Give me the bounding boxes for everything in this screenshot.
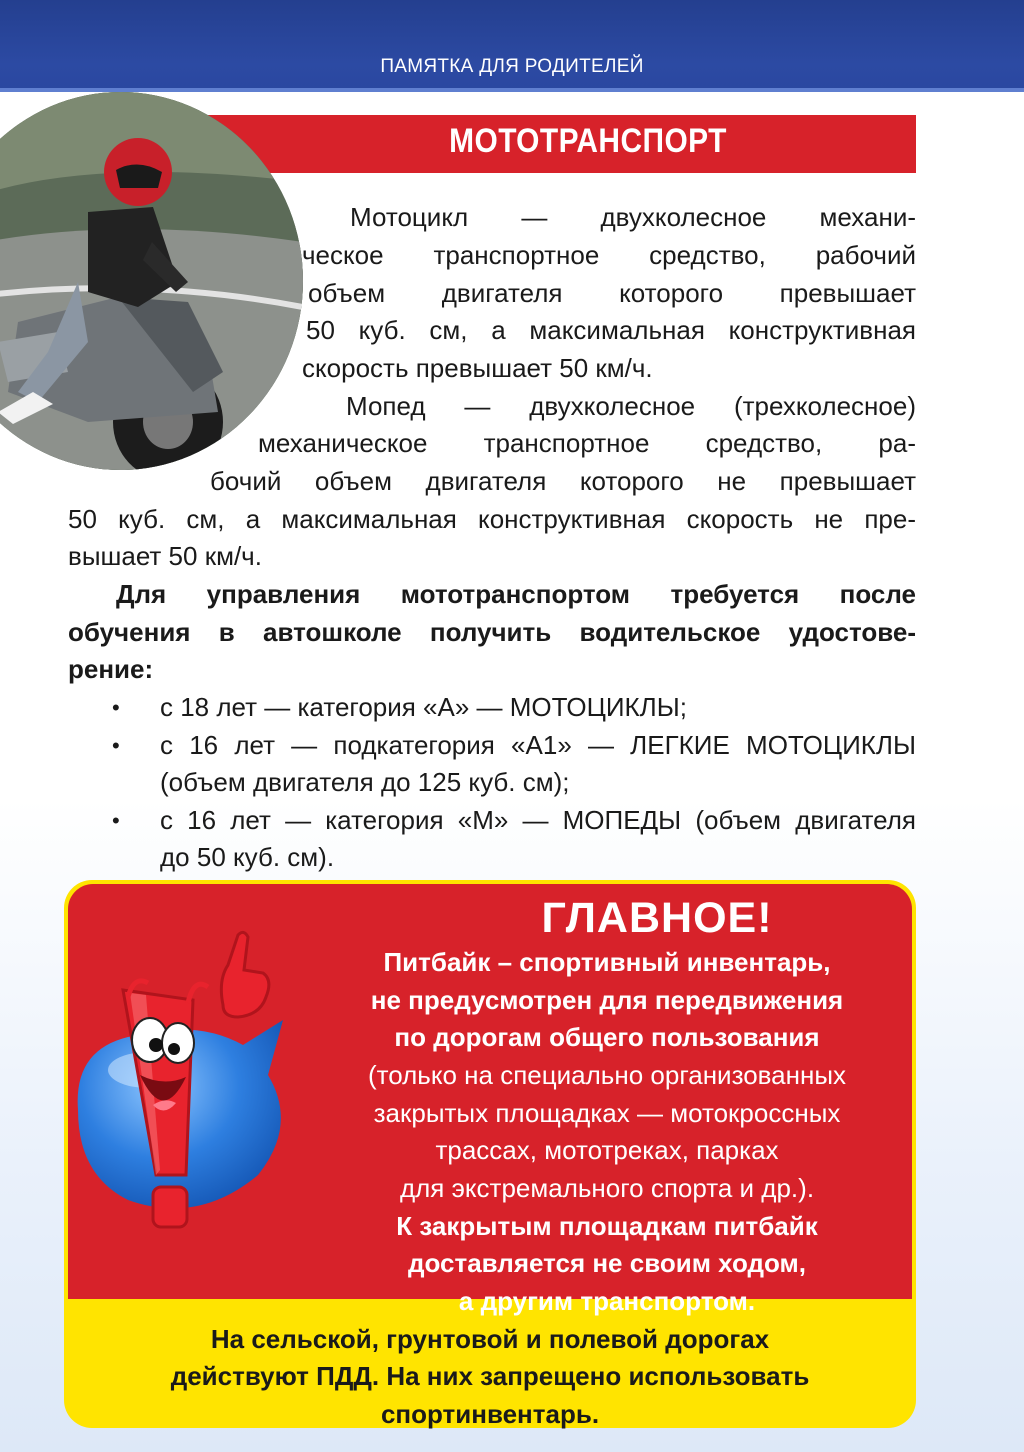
paragraph-moped-line-3: бочий объем двигателя которого не превышает xyxy=(210,466,916,496)
alert-bold-line-2: не предусмотрен для передвижения xyxy=(370,985,844,1015)
paragraph-moped-line-4: 50 куб. см, а максимальная конструктивная скорость не пре- xyxy=(68,504,916,534)
exclamation-mascot-icon xyxy=(68,925,298,1245)
requirement-line-3: рение: xyxy=(68,654,154,684)
category-item-a1-line-1: с 16 лет — подкатегория «А1» — ЛЕГКИЕ МОТОЦИКЛЫ xyxy=(160,730,916,760)
alert-bold2-line-2: доставляется не своим ходом, xyxy=(407,1248,807,1278)
footer-line-1: На сельской, грунтовой и полевой дорогах xyxy=(210,1324,770,1354)
paragraph-moped-line-1: Мопед — двухколесное (трехколесное) xyxy=(346,391,916,421)
section-title: МОТОТРАНСПОРТ xyxy=(449,122,727,160)
header-band xyxy=(0,0,1024,92)
bullet-marker: • xyxy=(112,695,120,720)
paragraph-moped-line-2: механическое транспортное средство, ра- xyxy=(258,428,916,458)
paragraph-motorcycle-line-1: Мотоцикл — двухколесное механи- xyxy=(350,202,916,232)
alert-bold2-line-1: К закрытым площадкам питбайк xyxy=(396,1211,818,1241)
alert-normal-line-4: для экстремального спорта и др.). xyxy=(399,1173,815,1203)
category-item-m-line-2: до 50 куб. см). xyxy=(160,842,335,872)
category-item-a1-line-2: (объем двигателя до 125 куб. см); xyxy=(160,767,570,797)
paragraph-motorcycle-line-5: скорость превышает 50 км/ч. xyxy=(302,353,653,383)
alert-normal-line-2: закрытых площадках — мотокроссных xyxy=(373,1098,841,1128)
alert-heading: ГЛАВНОЕ! xyxy=(541,894,773,942)
footer-line-3: спортинвентарь. xyxy=(380,1399,600,1429)
category-item-m-line-1: с 16 лет — категория «М» — МОПЕДЫ (объем двигателя xyxy=(160,805,916,835)
paragraph-motorcycle-line-4: 50 куб. см, а максимальная конструктивная xyxy=(306,315,916,345)
header-title: ПАМЯТКА ДЛЯ РОДИТЕЛЕЙ xyxy=(380,56,644,77)
footer-line-2: действуют ПДД. На них запрещено использовать xyxy=(170,1361,810,1391)
category-item-a: с 18 лет — категория «А» — МОТОЦИКЛЫ; xyxy=(160,692,687,722)
requirement-line-1: Для управления мототранспортом требуется после xyxy=(116,579,916,609)
bullet-marker: • xyxy=(112,733,120,758)
paragraph-motorcycle-line-2: ческое транспортное средство, рабочий xyxy=(302,240,916,270)
bullet-marker: • xyxy=(112,808,120,833)
paragraph-motorcycle-line-3: объем двигателя которого превышает xyxy=(308,278,916,308)
requirement-line-2: обучения в автошколе получить водительское удостове- xyxy=(68,617,916,647)
alert-bold-line-3: по дорогам общего пользования xyxy=(394,1022,820,1052)
paragraph-moped-line-5: вышает 50 км/ч. xyxy=(68,541,262,571)
alert-normal-line-3: трассах, мототреках, парках xyxy=(435,1135,779,1165)
alert-bold2-line-3: а другим транспортом. xyxy=(458,1286,756,1316)
alert-normal-line-1: (только на специально организованных xyxy=(367,1060,847,1090)
alert-bold-line-1: Питбайк – спортивный инвентарь, xyxy=(383,947,831,977)
